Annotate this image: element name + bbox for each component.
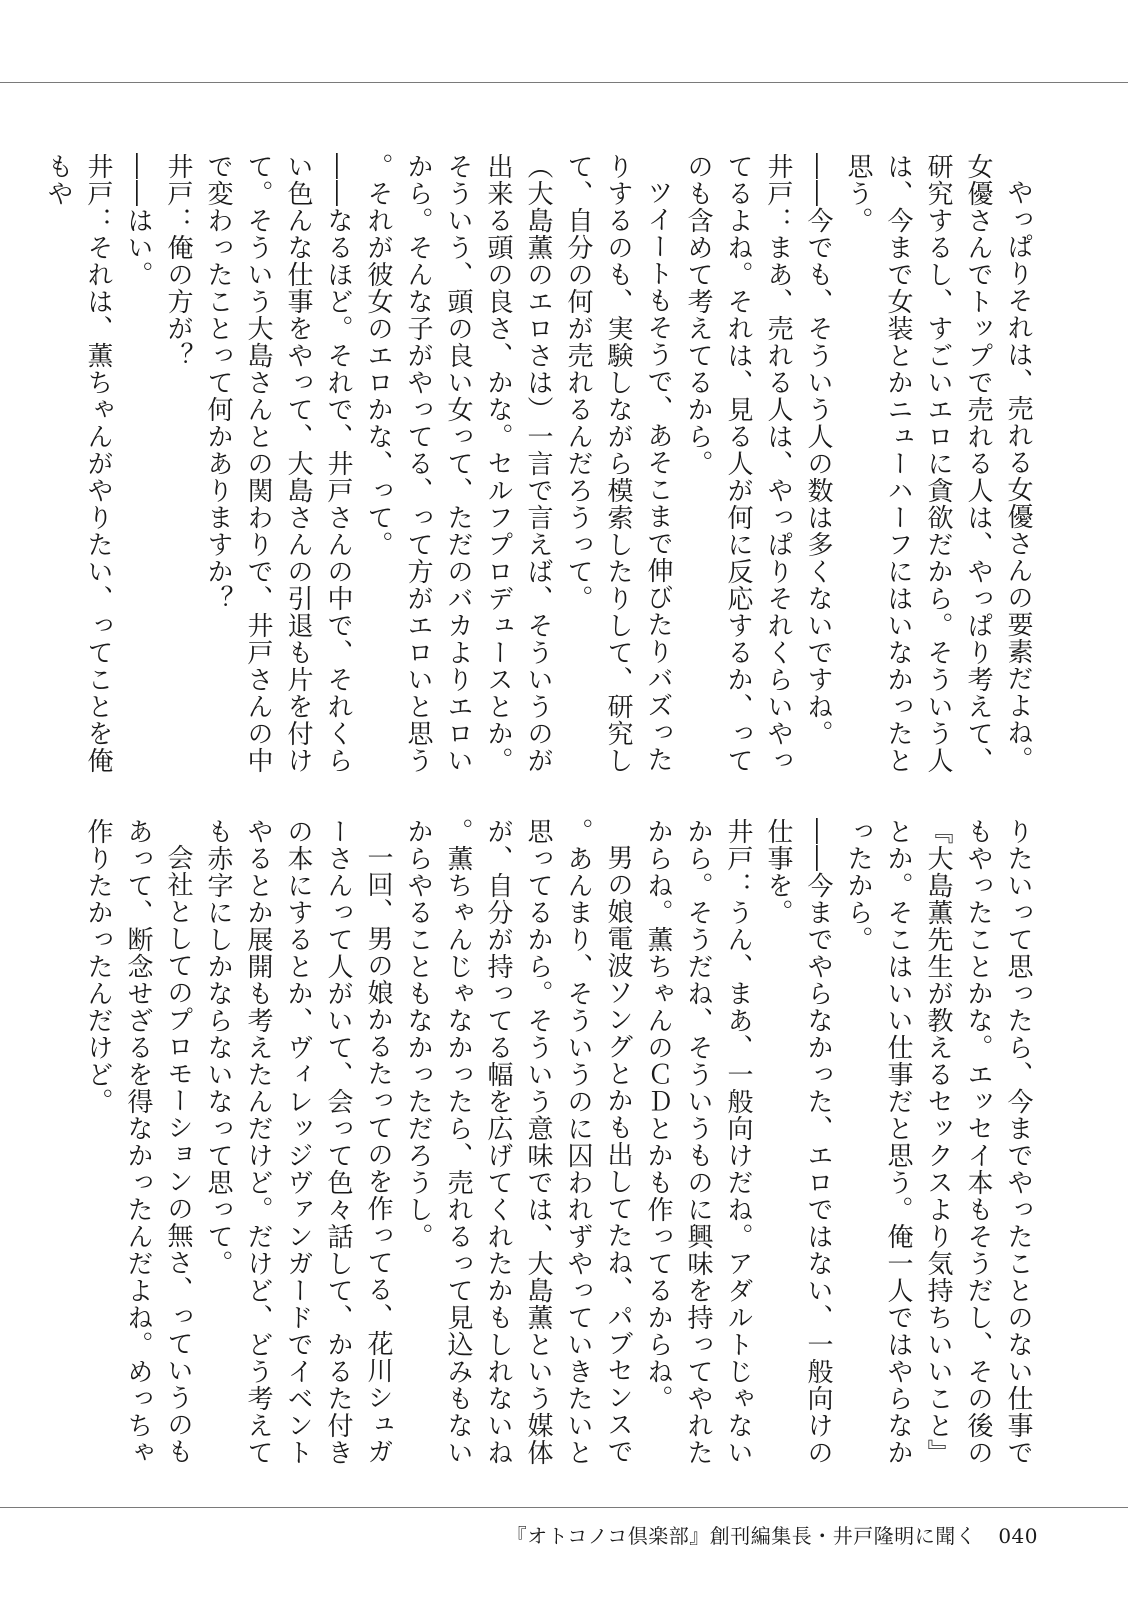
- paragraph: りたいって思ったら、今までやったことのない仕事でもやったことかな。エッセイ本もそうだし、その後の『大島薫先生が教えるセックスより気持ちいいこと』とか。そこはいい仕事だと思う。俺一人ではやらなかったから。: [843, 818, 1033, 1466]
- paragraph: やっぱりそれは、売れる女優さんの要素だよね。女優さんでトップで売れる人は、やっぱり考えて、研究するし、すごいエロに貪欲だから。そういう人は、今まで女装とかニューハーフにはいなかったと思う。: [843, 153, 1033, 774]
- article-text-top: [43, 153, 1038, 793]
- running-title: 『オトコノコ倶楽部』創刊編集長・井戸隆明に聞く: [506, 1524, 977, 1548]
- page-number: 040: [998, 1524, 1038, 1548]
- paragraph: 井戸：俺の方が？: [163, 153, 193, 369]
- paragraph: 井戸：まあ、売れる人は、やっぱりそれくらいやってるよね。それは、見る人が何に反応するか、ってのも含めて考えてるから。: [683, 153, 793, 774]
- paragraph: ――今までやらなかった、エロではない、一般向けの仕事を。: [763, 818, 833, 1466]
- top-rule: [0, 82, 1128, 83]
- running-footer: [507, 1520, 1038, 1549]
- paragraph: （大島薫のエロさは）一言で言えば、そういうのが出来る頭の良さ、かな。セルフプロデュースとか。そういう、頭の良い女って、ただのバカよりエロいから。そんな子がやってる、って方がエロいと思う。それが彼女のエロかな、って。: [363, 153, 553, 774]
- paragraph: ――今でも、そういう人の数は多くないですね。: [803, 153, 833, 747]
- paragraph: ――はい。: [123, 153, 153, 288]
- article-text-bottom: [83, 818, 1038, 1473]
- bottom-rule: [0, 1507, 1128, 1508]
- paragraph: ツイートもそうで、あそこまで伸びたりバズったりするのも、実験しながら模索したりして、研究して、自分の何が売れるんだろうって。: [563, 153, 673, 774]
- paragraph: 井戸：うん、まあ、一般向けだね。アダルトじゃないから。そうだね、そういうものに興味を持ってやれたからね。薫ちゃんのＣＤとかも作ってるからね。: [643, 818, 753, 1466]
- paragraph: ――なるほど。それで、井戸さんの中で、それくらい色んな仕事をやって、大島さんの引退も片を付けて。そういう大島さんとの関わりで、井戸さんの中で変わったことって何かありますか？: [203, 153, 353, 774]
- paragraph: 会社としてのプロモーションの無さ、っていうのもあって、断念せざるを得なかったんだよね。めっちゃ作りたかったんだけど。: [83, 818, 193, 1466]
- paragraph: 一回、男の娘かるたってのを作ってる、花川シュガーさんって人がいて、会って色々話して、かるた付きの本にするとか、ヴィレッジヴァンガードでイベントやるとか展開も考えたんだけど。だけど、どう考えても赤字にしかならないなって思って。: [203, 818, 393, 1466]
- paragraph: 男の娘電波ソングとかも出してたね、パブセンスで。あんまり、そういうのに囚われずやっていきたいと思ってるから。そういう意味では、大島薫という媒体が、自分が持ってる幅を広げてくれたかもしれないね。薫ちゃんじゃなかったら、売れるって見込みもないからやることもなかっただろうし。: [403, 818, 633, 1466]
- paragraph: 井戸：それは、薫ちゃんがやりたい、ってことを俺もや: [43, 153, 113, 774]
